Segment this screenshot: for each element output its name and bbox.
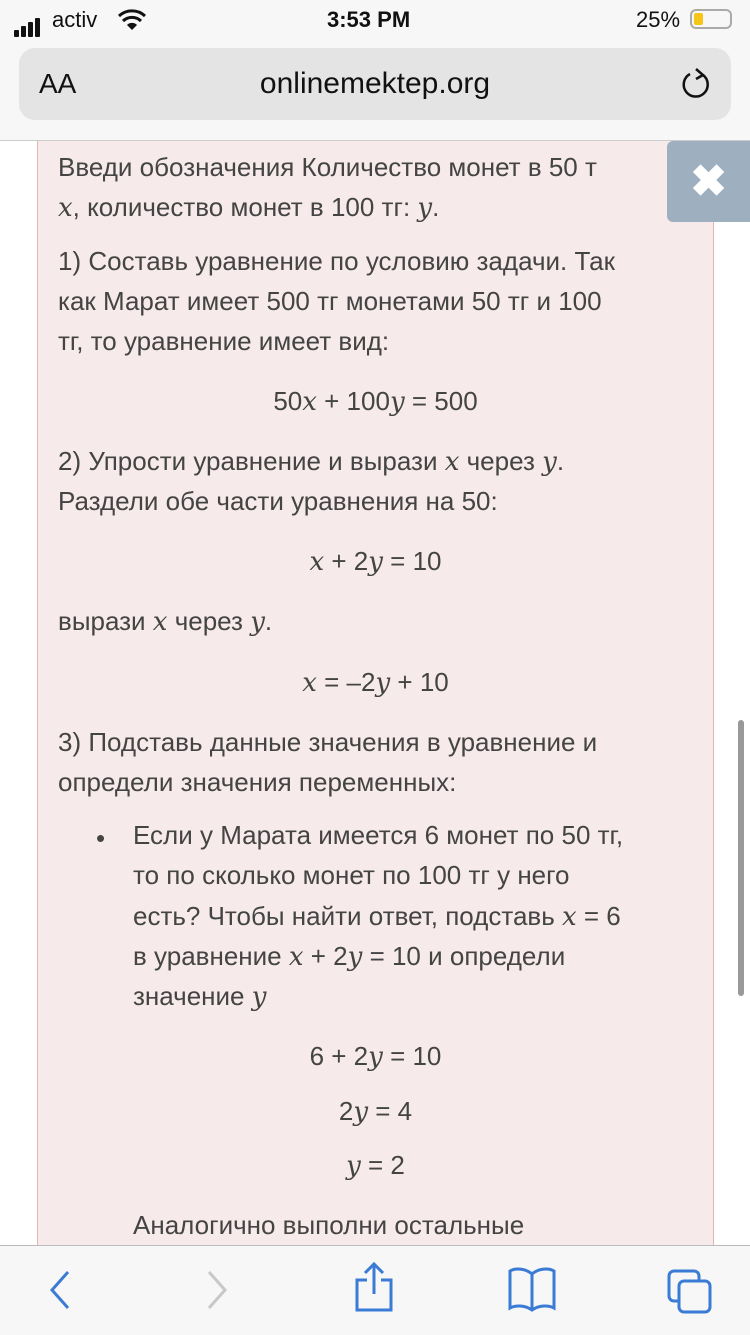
math-variable: x [444, 447, 460, 477]
text-line [133, 936, 565, 976]
math-variable: y [346, 1151, 361, 1181]
url-domain[interactable]: onlinemektep.org [259, 67, 491, 100]
text-segment: 6 + 2 [309, 1041, 369, 1071]
text-segment: . [264, 606, 273, 636]
text-segment: есть? Чтобы найти ответ, подставь [133, 901, 562, 931]
text-segment: 2 [338, 1096, 354, 1126]
text-line [133, 815, 623, 855]
reload-icon[interactable] [679, 66, 713, 102]
text-segment: . [556, 446, 565, 476]
math-variable: x [302, 668, 317, 698]
text-segment: тг, то уравнение имеет вид: [58, 326, 390, 356]
text-line [133, 896, 621, 936]
math-variable: y [368, 1042, 383, 1072]
text-segment: + 2 [303, 941, 348, 971]
math-variable: x [302, 387, 317, 417]
text-segment: вырази [58, 606, 153, 636]
text-line [133, 1205, 524, 1245]
equation-line [37, 662, 714, 702]
text-segment: = 4 [368, 1096, 413, 1126]
math-variable: x [562, 902, 577, 932]
math-variable: x [288, 942, 304, 972]
text-line [133, 976, 266, 1016]
text-segment: то по сколько монет по 100 тг у него [133, 860, 570, 890]
close-button[interactable]: ✖ [667, 141, 750, 222]
equation-line [37, 381, 714, 421]
forward-icon[interactable] [203, 1266, 233, 1314]
math-variable: y [375, 668, 391, 698]
battery-icon [690, 9, 732, 29]
text-segment: 50 [273, 386, 303, 416]
math-variable: y [389, 387, 405, 417]
battery-percent: 25% [636, 7, 681, 32]
text-segment: как Марат имеет 500 тг монетами 50 тг и 100 [58, 286, 602, 316]
text-segment: . [432, 192, 440, 222]
clock: 3:53 PM [327, 7, 411, 32]
math-variable: y [251, 982, 267, 1012]
text-segment: = –2 [316, 667, 376, 697]
math-variable: y [353, 1097, 369, 1127]
bullet: • [96, 823, 106, 853]
back-icon[interactable] [44, 1266, 74, 1314]
text-segment: значение [133, 981, 252, 1011]
text-segment: + 10 [390, 667, 449, 697]
text-segment: Введи обозначения Количество монет в 50 т [58, 152, 597, 182]
status-bar [0, 0, 750, 40]
text-segment: = 10 и определи [362, 941, 566, 971]
text-segment: = 500 [404, 386, 478, 416]
browser-toolbar [0, 40, 750, 141]
browser-bottom-toolbar [0, 1245, 750, 1335]
text-line [133, 855, 570, 895]
text-line [58, 281, 602, 321]
share-icon[interactable] [352, 1262, 396, 1314]
math-variable: x [152, 607, 168, 637]
text-segment: Если у Марата имеется 6 монет по 50 тг, [133, 820, 624, 850]
math-variable: x [309, 547, 325, 577]
address-bar[interactable] [19, 48, 731, 120]
math-variable: y [368, 547, 383, 577]
text-line [58, 762, 456, 802]
text-segment: через [459, 446, 543, 476]
equation-line [37, 1036, 714, 1076]
text-size-button[interactable]: AA [39, 68, 77, 99]
text-segment: + 2 [324, 546, 369, 576]
text-line [58, 481, 498, 521]
text-segment: через [167, 606, 251, 636]
text-segment: = 2 [360, 1150, 405, 1180]
text-segment: определи значения переменных: [58, 767, 457, 797]
text-segment: Раздели обе части уравнения на 50: [58, 486, 498, 516]
text-segment: = 6 [576, 901, 621, 931]
text-line [58, 601, 272, 641]
signal-icon [14, 11, 42, 37]
text-segment: 2) Упрости уравнение и вырази [58, 446, 445, 476]
text-line [58, 722, 597, 762]
math-variable: y [542, 447, 557, 477]
math-variable: x [58, 193, 73, 223]
text-line [58, 147, 597, 187]
text-segment: , количество монет в 100 тг: [72, 192, 418, 222]
text-segment: Аналогично выполни остальные [133, 1210, 525, 1240]
text-segment: + 100 [316, 386, 390, 416]
scrollbar[interactable] [738, 720, 744, 996]
text-line [58, 241, 615, 281]
equation-line [37, 1145, 714, 1185]
wifi-icon [117, 9, 147, 31]
math-variable: y [347, 942, 363, 972]
text-segment: = 10 [382, 546, 442, 576]
text-segment: в уравнение [133, 941, 289, 971]
math-variable: y [250, 607, 265, 637]
math-variable: y [417, 193, 433, 223]
text-line [58, 321, 389, 361]
text-line [58, 441, 564, 481]
text-segment: 1) Составь уравнение по условию задачи. Так [58, 246, 616, 276]
text-segment: = 10 [382, 1041, 442, 1071]
text-segment: 3) Подставь данные значения в уравнение и [58, 727, 598, 757]
text-line [58, 187, 439, 227]
equation-line [37, 1091, 714, 1131]
bookmarks-icon[interactable] [507, 1266, 557, 1312]
tabs-icon[interactable] [666, 1268, 714, 1314]
equation-line [37, 541, 714, 581]
carrier: activ [52, 7, 98, 32]
